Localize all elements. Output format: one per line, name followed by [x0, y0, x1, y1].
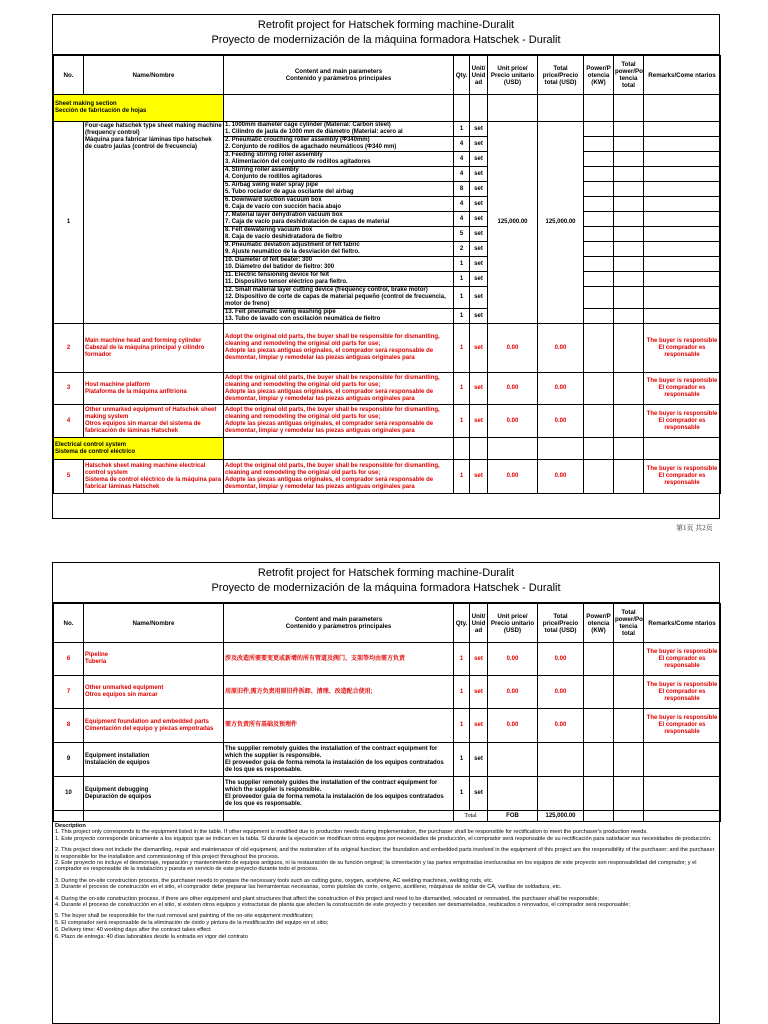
row-param: 3. Feeding stirring roller assembly 3. Alimentación del conjunto de rodillos agitadores [224, 152, 454, 167]
table-row [54, 405, 721, 438]
row-unit-price: 0.00 [488, 709, 538, 743]
sheet-title [53, 563, 719, 603]
row-param: 12. Small material layer cutting device (frequency control, brake motor) 12. Dispositivo de corte de capas de material pequeño (control de frecuencia, motor de freno) [224, 287, 454, 309]
row-unit: set [470, 743, 488, 777]
sheet-page-1 [52, 14, 720, 519]
table-row [54, 122, 721, 137]
row-total: 0.00 [538, 324, 584, 373]
row-content: 用原旧件,需方负责用原旧件拆卸、清理、改造配合使用; [224, 676, 454, 709]
row-unit: set [470, 324, 488, 373]
row-unit: set [470, 152, 488, 167]
header-unit-price: Unit price/ Precio unitario (USD) [488, 604, 538, 643]
row-unit-price: 0.00 [488, 460, 538, 494]
row-no: 1 [54, 122, 84, 324]
row-unit: set [470, 287, 488, 309]
row-unit: set [470, 373, 488, 405]
items-table-page-2 [53, 603, 721, 822]
row-content: Adopt the original old parts, the buyer shall be responsible for dismantling, cleaning and remodeling the original old parts for use; Adopte las piezas antiguas originales, el comprador será responsable de desmontar, limpiar y remodelar las piezas antiguas originales para [224, 324, 454, 373]
header-no: No. [54, 56, 84, 95]
row-unit: set [470, 242, 488, 257]
row-remarks: The buyer is responsible El comprador es responsable [644, 460, 721, 494]
row-1-group [54, 122, 721, 324]
header-unit: Unit/ Unid ad [470, 56, 488, 95]
header-content-es: Contenido y parámetros principales [285, 623, 392, 630]
row-param: 2. Pneumatic crouching roller assembly (Φ340mm) 2. Conjunto de rodillos de agachado neumáticos (Φ340 mm) [224, 137, 454, 152]
row-remarks: The buyer is responsible El comprador es responsable [644, 709, 721, 743]
header-content [224, 604, 454, 643]
row-param: 1. 1000mm diameter cage cylinder (Material: Carbon steel) 1. Cilindro de jaula de 1000 mm de diámetro (Material: acero al [224, 122, 454, 137]
title-spanish: Proyecto de modernización de la máquina formadora Hatschek - Duralit [211, 34, 561, 46]
row-unit-price: 0.00 [488, 405, 538, 438]
items-table-page-1 [53, 55, 721, 494]
row-unit: set [470, 137, 488, 152]
header-power: Power/P otencia (KW) [584, 56, 614, 95]
row-unit: set [470, 182, 488, 197]
header-qty: Qty. [454, 604, 470, 643]
row-unit: set [470, 405, 488, 438]
row-unit: set [470, 643, 488, 676]
row-qty: 5 [454, 227, 470, 242]
table-row [54, 777, 721, 811]
row-unit: set [470, 122, 488, 137]
row-param: 4. Stirring roller assembly 4. Conjunto de rodillos agitadores [224, 167, 454, 182]
row-name: Main machine head and forming cylinder Cabezal de la máquina principal y cilindro formador [84, 324, 224, 373]
row-unit-price: 0.00 [488, 324, 538, 373]
row-qty: 4 [454, 167, 470, 182]
row-unit-price: 0.00 [488, 643, 538, 676]
description-item-1: 1. This project only corresponds to the equipment listed in the table. If other equipment is modified due to production needs during implementation, the purchaser shall be responsible for rectification to meet the purchaser's production needs. 1. Este proyecto corresponde únicamente a los equipos que se indican en la tabla. Si durante la ejecución se modifican otros equipos por necesidades de producción, el comprador será responsable de su rectificación para satisfacer sus necesidades de producción. [55, 829, 712, 842]
header-power: Power/P otencia (KW) [584, 604, 614, 643]
row-no: 3 [54, 373, 84, 405]
row-total: 0.00 [538, 643, 584, 676]
description-item-5: 5. The buyer shall be responsible for the rust removal and painting of the on-site equipment modification; 5. El comprador será responsable de la eliminación de óxido y pintura de la modificación del equipo en el sitio; [55, 913, 329, 926]
table-row [54, 743, 721, 777]
row-name: Other unmarked equipment Otros equipos sin marcar [84, 676, 224, 709]
row-name: Other unmarked equipment of Hatschek sheet making system Otros equipos sin marcar del sistema de fabricación de láminas Hatschek [84, 405, 224, 438]
row-qty: 1 [454, 743, 470, 777]
row-qty: 1 [454, 309, 470, 324]
row-no: 5 [54, 460, 84, 494]
row-unit: set [470, 460, 488, 494]
row-qty: 1 [454, 324, 470, 373]
fob-label: FOB [488, 811, 538, 822]
sheet-page-2 [52, 562, 720, 1024]
row-name: Equipment installation Instalación de equipos [84, 743, 224, 777]
row-param: 10. Diameter of felt beater: 300 10. Diámetro del batidor de fieltro: 300 [224, 257, 454, 272]
row-qty: 1 [454, 272, 470, 287]
header-name: Name/Nombre [84, 604, 224, 643]
header-remarks: Remarks/Come ntarios [644, 604, 721, 643]
total-label: Total [454, 811, 488, 822]
row-name: Pipeline Tubería [84, 643, 224, 676]
header-unit: Unit/ Unid ad [470, 604, 488, 643]
row-qty: 1 [454, 405, 470, 438]
total-value: 125,000.00 [538, 811, 584, 822]
header-total-price: Total price/Precio total (USD) [538, 56, 584, 95]
header-content-es: Contenido y parámetros principales [285, 75, 392, 82]
row-total: 0.00 [538, 676, 584, 709]
header-remarks: Remarks/Come ntarios [644, 56, 721, 95]
row-remarks: The buyer is responsible El comprador es responsable [644, 643, 721, 676]
row-qty: 4 [454, 212, 470, 227]
row-remarks: The buyer is responsible El comprador es responsable [644, 324, 721, 373]
row-unit: set [470, 212, 488, 227]
row-param: 8. Felt dewatering vacuum box 8. Caja de vacío deshidratadora de fieltro [224, 227, 454, 242]
header-unit-price: Unit price/ Precio unitario (USD) [488, 56, 538, 95]
header-content [224, 56, 454, 95]
title-english: Retrofit project for Hatschek forming machine-Duralit [257, 19, 515, 31]
row-qty: 1 [454, 460, 470, 494]
row-content: 需方负责所有基础及预埋件 [224, 709, 454, 743]
section-electrical: Electrical control system Sistema de control eléctrico [54, 438, 224, 460]
sheet-title [53, 15, 719, 55]
row-param: 7. Material layer dehydration vacuum box 7. Caja de vacío para deshidratación de capas de material [224, 212, 454, 227]
row-qty: 8 [454, 182, 470, 197]
row-param: 5. Airbag swing water spray pipe 5. Tubo rociador de agua oscilante del airbag [224, 182, 454, 197]
header-qty: Qty. [454, 56, 470, 95]
row-total: 0.00 [538, 405, 584, 438]
table-row [54, 709, 721, 743]
row-param: 9. Pneumatic deviation adjustment of felt fabric 9. Ajuste neumático de la desviación del fieltro. [224, 242, 454, 257]
description-heading: Description [55, 823, 86, 829]
header-content-en: Content and main parameters [294, 68, 383, 75]
row-content: Adopt the original old parts, the buyer shall be responsible for dismantling, cleaning and remodeling the original old parts for use; Adopte las piezas antiguas originales, el comprador será responsable de desmontar, limpiar y remodelar las piezas antiguas originales para [224, 460, 454, 494]
row-qty: 1 [454, 643, 470, 676]
row-unit: set [470, 272, 488, 287]
row-total: 0.00 [538, 373, 584, 405]
row-no: 10 [54, 777, 84, 811]
row-content: Adopt the original old parts, the buyer shall be responsible for dismantling, cleaning and remodeling the original old parts for use; Adopte las piezas antiguas originales, el comprador será responsable de desmontar, limpiar y remodelar las piezas antiguas originales para [224, 405, 454, 438]
header-name: Name/Nombre [84, 56, 224, 95]
row-no: 4 [54, 405, 84, 438]
row-param: 13. Felt pneumatic swing washing pipe 13. Tubo de lavado con oscilación neumática de fieltro [224, 309, 454, 324]
description-item-2: 2. This project does not include the dismantling, repair and maintenance of old equipment, and the restoration of its original function; the foundation and embedded parts involved in the equipment of this project are the responsibility of the purchaser; and the purchaser is responsible for the installation and commissioning of this project throughout the process. 2. Este proyecto no incluye el desmontaje, reparación y mantenimiento de equipos antiguos, ni la restauración de su función original; la cimentación y las partes empotradas involucradas en los equipos de este proyecto son responsabilidad del comprador; y el comprador es responsable de la instalación y puesta en servicio de este proyecto durante todo el proceso. [55, 847, 715, 873]
row-total: 125,000.00 [538, 122, 584, 324]
header-total-price: Total price/Precio total (USD) [538, 604, 584, 643]
row-param: 6. Downward suction vacuum box 6. Caja de vacío con succión hacia abajo [224, 197, 454, 212]
title-spanish: Proyecto de modernización de la máquina formadora Hatschek - Duralit [211, 582, 561, 594]
row-unit: set [470, 777, 488, 811]
row-total: 0.00 [538, 460, 584, 494]
row-param: 11. Electric tensioning device for felt 11. Dispositivo tensor eléctrico para fieltro. [224, 272, 454, 287]
row-unit: set [470, 227, 488, 242]
row-unit: set [470, 167, 488, 182]
header-row [54, 604, 721, 643]
row-unit: set [470, 197, 488, 212]
row-no: 7 [54, 676, 84, 709]
header-row [54, 56, 721, 95]
row-unit: set [470, 709, 488, 743]
table-row [54, 643, 721, 676]
header-total-power: Total power/Po tencia total [614, 604, 644, 643]
header-content-en: Content and main parameters [294, 616, 383, 623]
row-qty: 1 [454, 709, 470, 743]
row-qty: 2 [454, 242, 470, 257]
row-qty: 1 [454, 676, 470, 709]
table-row [54, 324, 721, 373]
description-item-3: 3. During the on-site construction process, the purchaser needs to prepare the necessary tools such as cutting guns, oxygen, acetylene, AC welding machines, welding rods, etc. 3. Durante el proceso de construcción en el sitio, el comprador debe preparar las herramientas necesarias, como pistolas de corte, oxígeno, acetileno, máquinas de soldar de CA, varillas de soldadura, etc. [55, 877, 562, 891]
row-content: Adopt the original old parts, the buyer shall be responsible for dismantling, cleaning and remodeling the original old parts for use; Adopte las piezas antiguas originales, el comprador será responsable de desmontar, limpiar y remodelar las piezas antiguas originales para [224, 373, 454, 405]
row-qty: 4 [454, 152, 470, 167]
row-qty: 1 [454, 373, 470, 405]
table-row [54, 676, 721, 709]
total-row [54, 811, 721, 822]
row-no: 9 [54, 743, 84, 777]
section-sheet-making: Sheet making section Sección de fabricación de hojas [54, 95, 224, 122]
row-qty: 1 [454, 122, 470, 137]
page-number-label: 第1页 共2页 [676, 524, 713, 532]
row-qty: 1 [454, 777, 470, 811]
row-qty: 1 [454, 287, 470, 309]
row-content: The supplier remotely guides the installation of the contract equipment for which the supplier is responsible. El proveedor guía de forma remota la instalación de los equipos contratados de los que es responsable. [224, 743, 454, 777]
description-item-6: 6. Delivery time: 40 working days after the contract takes effect 6. Plazo de entrega: 40 días laborables desde la entrada en vigor del contrato [55, 927, 248, 940]
row-unit: set [470, 309, 488, 324]
description-block [53, 822, 719, 946]
row-remarks: The buyer is responsible El comprador es responsable [644, 373, 721, 405]
row-unit: set [470, 257, 488, 272]
header-total-power: Total power/Po tencia total [614, 56, 644, 95]
row-name: Equipment debugging Depuración de equipos [84, 777, 224, 811]
row-unit-price: 0.00 [488, 676, 538, 709]
row-qty: 4 [454, 197, 470, 212]
row-name: Hatschek sheet making machine electrical control system Sistema de control eléctrico de la máquina para fabricar láminas Hatschek [84, 460, 224, 494]
row-qty: 4 [454, 137, 470, 152]
section-row [54, 438, 721, 460]
row-content: The supplier remotely guides the installation of the contract equipment for which the supplier is responsible. El proveedor guía de forma remota la instalación de los equipos contratados de los que es responsable. [224, 777, 454, 811]
row-remarks: The buyer is responsible El comprador es responsable [644, 676, 721, 709]
row-name: Four-cage hatschek type sheet making machine (frequency control) Máquina para fabricar láminas tipo hatschek de cuatro jaulas (control de frecuencia) [84, 122, 224, 324]
row-qty: 1 [454, 257, 470, 272]
table-row [54, 373, 721, 405]
header-no: No. [54, 604, 84, 643]
table-row [54, 460, 721, 494]
row-unit-price: 0.00 [488, 373, 538, 405]
row-no: 8 [54, 709, 84, 743]
row-total: 0.00 [538, 709, 584, 743]
row-remarks: The buyer is responsible El comprador es responsable [644, 405, 721, 438]
row-content: 涉及改造所需要变更或新增的所有管道及阀门、支架等均由需方负责 [224, 643, 454, 676]
section-row [54, 95, 721, 122]
row-name: Equipment foundation and embedded parts Cimentación del equipo y piezas empotradas [84, 709, 224, 743]
row-unit: set [470, 676, 488, 709]
row-no: 6 [54, 643, 84, 676]
title-english: Retrofit project for Hatschek forming machine-Duralit [257, 567, 515, 579]
description-item-4: 4. During the on-site construction process, if there are other equipment and plant structures that affect the construction of this project and need to be dismantled, relocated or renovated, the purchaser shall be responsible; 4. Durante el proceso de construcción en el sitio, si existen otros equipos y estructuras de planta que afecten la construcción de este proyecto y necesiten ser desmantelados, reubicados o renovados, el comprador será responsable; [55, 895, 630, 909]
row-unit-price: 125,000.00 [488, 122, 538, 324]
row-no: 2 [54, 324, 84, 373]
row-name: Host machine platform Plataforma de la máquina anfitriona [84, 373, 224, 405]
